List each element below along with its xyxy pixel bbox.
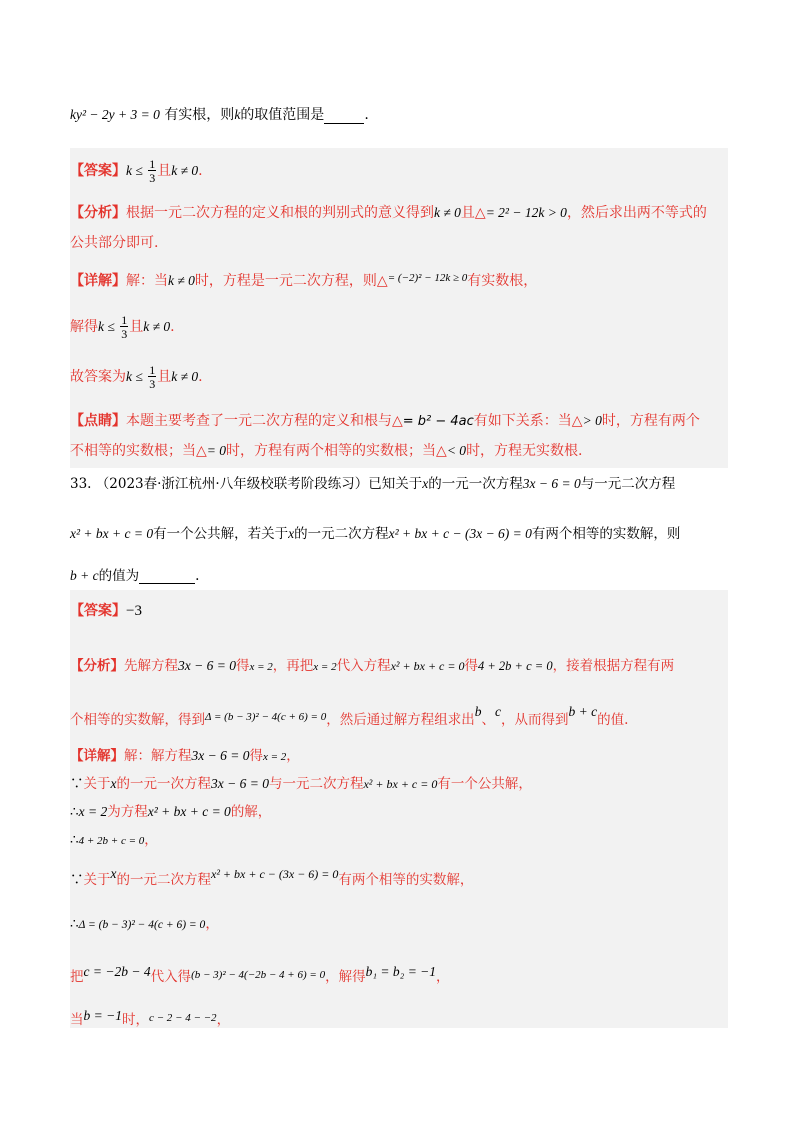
therefore-symbol: ∴ [70,804,79,820]
comment-tag: 【点睛】 [70,413,126,429]
analysis-line-33-2: 个相等的实数解，得到$^{\Delta = (b - 3)^2 - 4(c + 6) = 0}$，然后通过解方程组求出b、c，从而得到b + c的值. [70,704,629,728]
answer-tag: 【答案】 [70,603,126,619]
analysis-line-33: 【分析】先解方程3x − 6 = 0得x = 2，再把x = 2代入方程x² + bx + c = 0得4 + 2b + c = 0，接着根据方程有两 [70,658,675,674]
question-33-line-3: b + c的值为 . [70,568,200,584]
answer-blank [324,123,364,124]
detail-line-33-1: 【详解】解：解方程3x − 6 = 0得x = 2， [70,748,300,764]
detail-line-33-7: 把c = −2b − 4代入得$^{(b - 3)^2 - 4(-2b - 4 + 6) = 0}$，解得b₁ = b₂ = −1， [70,964,450,985]
detail-tag: 【详解】 [70,748,124,764]
analysis-line-prev: 【分析】根据一元二次方程的定义和根的判别式的意义得到k ≠ 0且△= 2² − 12k > 0，然后求出两不等式的 [70,205,707,221]
analysis-line-prev-2: 公共部分即可. [70,235,159,251]
final-answer-line-prev: 故答案为k ≤ $\frac{1}{3}$ 且k ≠ 0. [70,363,203,391]
therefore-symbol: ∴ [70,832,79,848]
question-33-line-2: x² + bx + c = 0有一个公共解，若关于x的一元二次方程x² + bx + c − (3x − 6) = 0有两个相等的实数解，则 [70,526,681,542]
fraction: $\frac{1}{3}$ [149,363,156,391]
answer-line-prev: 【答案】k ≤ $\frac{1}{3}$ 且k ≠ 0. [70,157,203,185]
detail-line-33-8: 当b = −1时，$^{c - 2 - 4 - -2}$， [70,1008,231,1028]
question-stem-prev: ky² − 2y + 3 = 0 有实根，则k的取值范围是 . [70,107,369,123]
comment-line-prev: 【点睛】本题主要考查了一元二次方程的定义和根与△= b² − 4ac有如下关系：当△> 0时，方程有两个 [70,413,700,429]
question-33-line-1: 33. （2023春·浙江杭州·八年级校联考阶段练习）已知关于x的一元一次方程3x − 6 = 0与一元二次方程 [70,476,676,492]
detail-line-33-5: ∵关于x的一元二次方程x² + bx + c − (3x − 6) = 0有两个相等的实数解， [70,866,474,888]
fraction: $\frac{1}{3}$ [149,157,156,185]
because-symbol: ∵ [70,776,84,792]
answer-line-33 [70,600,728,620]
detail-tag: 【详解】 [70,273,126,289]
answer-value: −3 [126,603,142,619]
detail-line-33-6: ∴Δ = (b − 3)² − 4(c + 6) = 0， [70,916,219,932]
therefore-symbol: ∴ [70,916,79,932]
detail-line-33-2: ∵关于x的一元一次方程3x − 6 = 0与一元二次方程x² + bx + c = 0有一个公共解， [70,776,532,792]
solve-line-prev: 解得k ≤ $\frac{1}{3}$ 且k ≠ 0. [70,313,175,341]
equation: ky² − 2y + 3 = 0 [70,107,160,122]
detail-line-prev: 【详解】解：当k ≠ 0时，方程是一元二次方程，则△$^{= (-2)^2 - 12k \ge 0}$有实数根， [70,272,538,289]
detail-line-33-3: ∴x = 2为方程x² + bx + c = 0的解， [70,804,272,820]
fraction: $\frac{1}{3}$ [121,313,128,341]
question-number: 33. [70,476,92,492]
answer-tag: 【答案】 [70,163,126,179]
comment-line-prev-2: 不相等的实数根；当△= 0时，方程有两个相等的实数根；当△< 0时，方程无实数根. [70,443,583,459]
detail-line-33-4: ∴4 + 2b + c = 0， [70,832,158,848]
because-symbol: ∵ [70,872,84,888]
answer-blank [139,583,195,584]
analysis-tag: 【分析】 [70,658,124,674]
analysis-tag: 【分析】 [70,205,126,221]
